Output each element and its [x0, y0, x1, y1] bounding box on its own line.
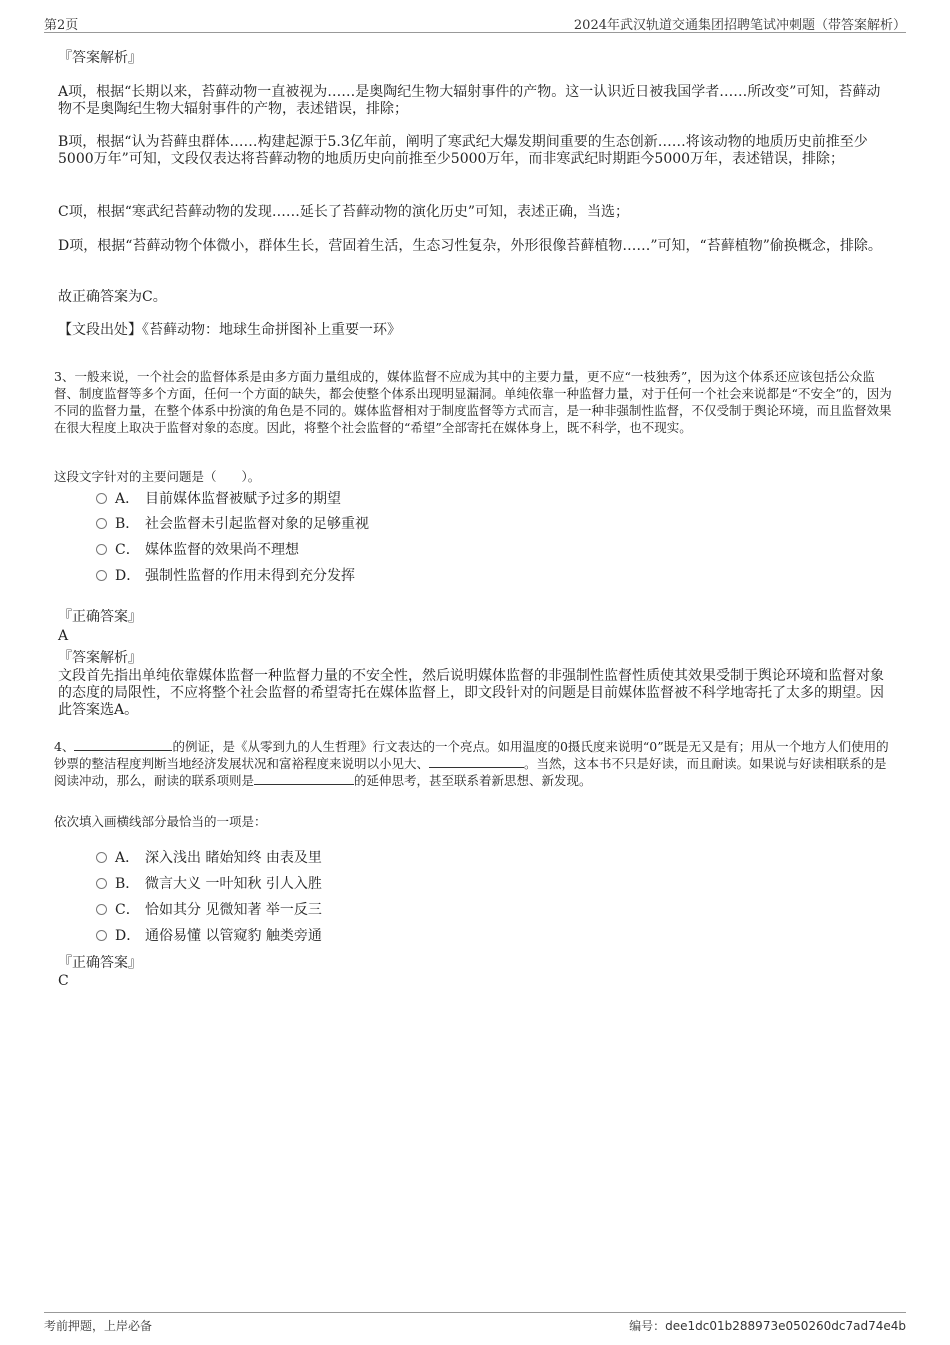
q4-option-c[interactable]: C． 恰如其分 见微知著 举一反三	[96, 901, 322, 919]
q2-source: 【文段出处】《苔藓动物：地球生命拼图补上重要一环》	[58, 322, 401, 338]
q3-analysis-label: 『答案解析』	[58, 650, 142, 666]
footer-slogan: 考前押题，上岸必备	[44, 1319, 153, 1333]
q2-analysis-label: 『答案解析』	[58, 50, 142, 66]
q4-stem: 4、 的例证，是《从零到九的人生哲理》行文表达的一个亮点。如用温度的0摄氏度来说明“0”既是无又是有；用从一个地方人们使用的钞票的整洁程度判断当地经济发展状况和富裕程度来说明以小见大、 。当然，这本书不只是好读，而且耐读。如果说与好读相联系的是阅读冲动，那么，耐读的联系项则是 的延伸思考，甚至联系着新思想、新发现。	[54, 739, 889, 788]
q2-analysis-d: D项，根据“苔藓动物个体微小，群体生长，营固着生活，生态习性复杂，外形很像苔藓植物……”可知，“苔藓植物”偷换概念，排除。	[58, 238, 882, 254]
q2-analysis-a: A项，根据“长期以来，苔藓动物一直被视为……是奥陶纪生物大辐射事件的产物。这一认识近日被我国学者……所改变”可知，苔藓动物不是奥陶纪生物大辐射事件的产物，表述错误，排除；	[58, 84, 881, 117]
blank-3	[254, 772, 354, 785]
q4-option-b[interactable]: B． 微言大义 一叶知秋 引人入胜	[96, 875, 322, 893]
blank-1	[74, 738, 172, 751]
q4-question: 依次填入画横线部分最恰当的一项是：	[54, 814, 267, 829]
radio-icon[interactable]	[96, 852, 107, 863]
radio-icon[interactable]	[96, 518, 107, 529]
radio-icon[interactable]	[96, 878, 107, 889]
q3-analysis: 文段首先指出单纯依靠媒体监督一种监督力量的不安全性，然后说明媒体监督的非强制性监督性质使其效果受制于舆论环境和监督对象的态度的局限性，不应将整个社会监督的希望寄托在媒体监督上，即文段针对的问题是目前媒体监督被不科学地寄托了太多的期望。因此答案选A。	[58, 668, 884, 718]
q2-conclusion: 故正确答案为C。	[58, 289, 167, 305]
q4-option-a[interactable]: A． 深入浅出 睹始知终 由表及里	[96, 849, 322, 867]
radio-icon[interactable]	[96, 904, 107, 915]
q4-answer: C	[58, 973, 69, 989]
q3-answer-label: 『正确答案』	[58, 609, 142, 625]
q2-analysis-c: C项，根据“寒武纪苔藓动物的发现……延长了苔藓动物的演化历史”可知，表述正确，当选；	[58, 204, 630, 220]
radio-icon[interactable]	[96, 493, 107, 504]
page-header	[44, 14, 906, 33]
q2-analysis-b: B项，根据“认为苔藓虫群体……构建起源于5.3亿年前，阐明了寒武纪大爆发期间重要的生态创新……将该动物的地质历史前推至少5000万年”可知，文段仅表达将苔藓动物的地质历史向前推至少5000万年，而非寒武纪时期距今5000万年，表述错误，排除；	[58, 134, 868, 167]
q3-question: 这段文字针对的主要问题是（ ）。	[54, 469, 261, 484]
q3-option-d[interactable]: D． 强制性监督的作用未得到充分发挥	[96, 567, 355, 585]
q4-answer-label: 『正确答案』	[58, 955, 142, 971]
page-footer	[44, 1312, 906, 1333]
q3-option-b[interactable]: B． 社会监督未引起监督对象的足够重视	[96, 515, 369, 533]
radio-icon[interactable]	[96, 570, 107, 581]
q3-stem: 3、一般来说，一个社会的监督体系是由多方面力量组成的，媒体监督不应成为其中的主要力量，更不应“一枝独秀”，因为这个体系还应该包括公众监督、制度监督等多个方面，任何一个方面的缺失，都会使整个体系出现明显漏洞。单纯依靠一种监督力量，对于任何一个社会来说都是“不安全”的，因为不同的监督力量，在整个体系中扮演的角色是不同的。媒体监督相对于制度监督等方式而言，是一种非强制性监督，不仅受制于舆论环境，而且监督效果在很大程度上取决于监督对象的态度。因此，将整个社会监督的“希望”全部寄托在媒体身上，既不科学，也不现实。	[54, 369, 892, 435]
q3-option-a[interactable]: A． 目前媒体监督被赋予过多的期望	[96, 490, 341, 508]
radio-icon[interactable]	[96, 544, 107, 555]
blank-2	[429, 755, 524, 768]
q4-option-d[interactable]: D． 通俗易懂 以管窥豹 触类旁通	[96, 927, 322, 945]
document-title: 2024年武汉轨道交通集团招聘笔试冲刺题（带答案解析）	[573, 18, 906, 33]
q3-answer: A	[58, 628, 69, 644]
document-code: 编号：dee1dc01b288973e050260dc7ad74e4b	[629, 1319, 906, 1333]
q3-option-c[interactable]: C． 媒体监督的效果尚不理想	[96, 541, 299, 559]
radio-icon[interactable]	[96, 930, 107, 941]
page-number: 第2页	[44, 18, 79, 33]
